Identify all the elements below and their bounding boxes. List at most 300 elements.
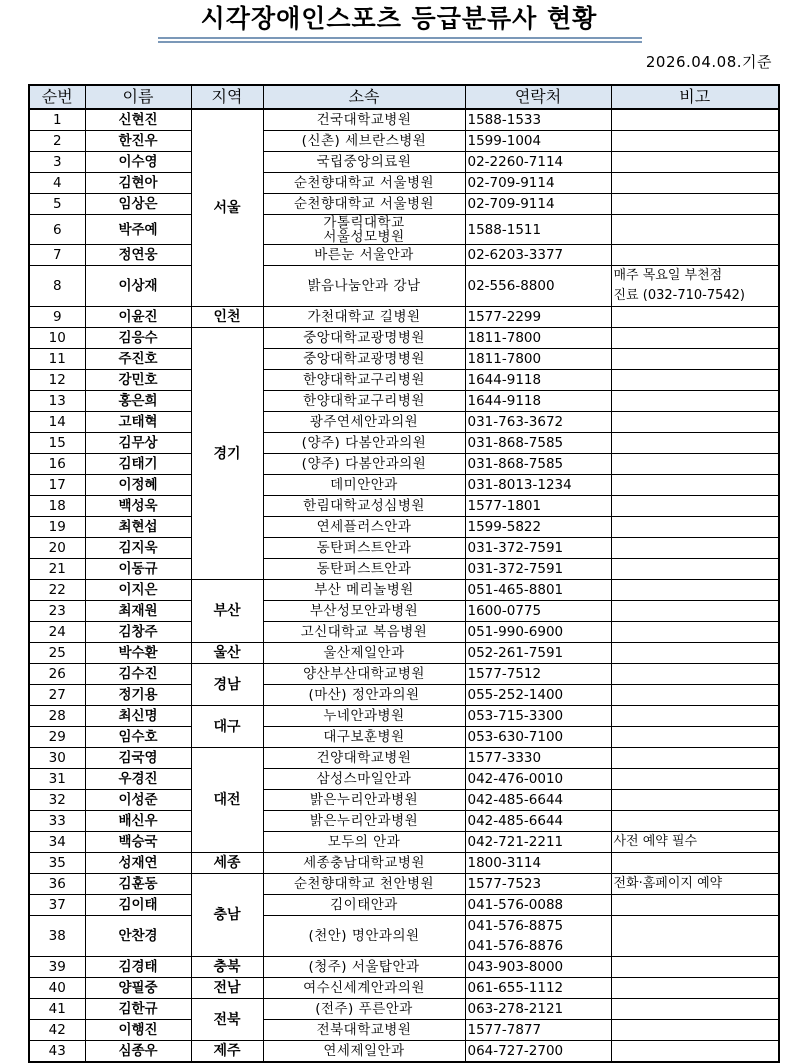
note-cell xyxy=(611,874,779,895)
table-row xyxy=(29,832,779,853)
person-name: 이윤진 xyxy=(85,307,191,328)
row-number: 7 xyxy=(29,245,85,266)
affiliation-cell xyxy=(263,874,465,895)
person-name: 이행진 xyxy=(85,1020,191,1041)
affiliation-cell xyxy=(263,978,465,999)
cell-line: 고신대학교 복음병원 xyxy=(300,624,428,640)
affiliation-cell xyxy=(263,475,465,496)
document-title: 시각장애인스포츠 등급분류사 현황 xyxy=(200,4,598,33)
contact-cell xyxy=(465,664,611,685)
row-number: 18 xyxy=(29,496,85,517)
person-name: 김훈동 xyxy=(85,874,191,895)
contact-cell xyxy=(465,853,611,874)
contact-cell xyxy=(465,173,611,194)
row-number: 17 xyxy=(29,475,85,496)
table-row xyxy=(29,748,779,769)
person-name: 김국영 xyxy=(85,748,191,769)
person-name: 임수호 xyxy=(85,727,191,748)
table-row xyxy=(29,215,779,245)
person-name: 김무상 xyxy=(85,433,191,454)
cell-line: 1588-1511 xyxy=(467,221,542,238)
note-cell xyxy=(611,769,779,790)
cell-line: 연세제일안과 xyxy=(323,1043,405,1059)
row-number: 42 xyxy=(29,1020,85,1041)
cell-line: 여수신세계안과의원 xyxy=(303,980,425,996)
row-number: 8 xyxy=(29,266,85,307)
region-cell: 제주 xyxy=(191,1041,263,1063)
row-number: 20 xyxy=(29,538,85,559)
contact-cell xyxy=(465,433,611,454)
table-row xyxy=(29,173,779,194)
note-cell xyxy=(611,853,779,874)
region-cell: 전남 xyxy=(191,978,263,999)
row-number: 3 xyxy=(29,152,85,173)
person-name: 김한규 xyxy=(85,999,191,1020)
contact-cell xyxy=(465,601,611,622)
contact-cell xyxy=(465,307,611,328)
affiliation-cell xyxy=(263,643,465,664)
person-name: 우경진 xyxy=(85,769,191,790)
table-row xyxy=(29,109,779,131)
note-cell xyxy=(611,391,779,412)
row-number: 38 xyxy=(29,916,85,957)
table-row xyxy=(29,916,779,957)
note-cell xyxy=(611,173,779,194)
table-row xyxy=(29,517,779,538)
cell-line: 1577-1801 xyxy=(467,498,542,514)
row-number: 39 xyxy=(29,957,85,978)
affiliation-cell xyxy=(263,370,465,391)
cell-line: (신촌) 세브란스병원 xyxy=(301,133,427,149)
table-row xyxy=(29,580,779,601)
contact-cell xyxy=(465,517,611,538)
title-underline-secondary xyxy=(158,41,642,43)
contact-cell xyxy=(465,622,611,643)
note-cell xyxy=(611,664,779,685)
affiliation-cell xyxy=(263,664,465,685)
person-name: 홍은희 xyxy=(85,391,191,412)
table-row xyxy=(29,895,779,916)
cell-line: 031-372-7591 xyxy=(467,561,564,577)
note-cell xyxy=(611,916,779,957)
region-cell: 대전 xyxy=(191,748,263,853)
row-number: 30 xyxy=(29,748,85,769)
cell-line: 1577-7512 xyxy=(467,666,542,682)
table-row xyxy=(29,370,779,391)
cell-line: 063-278-2121 xyxy=(467,1001,564,1017)
contact-cell xyxy=(465,1041,611,1063)
person-name: 신현진 xyxy=(85,109,191,131)
table-row xyxy=(29,1020,779,1041)
cell-line: 053-630-7100 xyxy=(467,729,564,745)
cell-line: 1599-1004 xyxy=(467,133,542,149)
affiliation-cell xyxy=(263,999,465,1020)
note-cell xyxy=(611,194,779,215)
row-number: 37 xyxy=(29,895,85,916)
cell-line: 전화·홈페이지 예약 xyxy=(613,876,723,891)
person-name: 강민호 xyxy=(85,370,191,391)
person-name: 백성욱 xyxy=(85,496,191,517)
row-number: 32 xyxy=(29,790,85,811)
cell-line: 전북대학교병원 xyxy=(316,1022,412,1038)
contact-cell xyxy=(465,1020,611,1041)
note-cell xyxy=(611,475,779,496)
table-row xyxy=(29,266,779,307)
region-cell: 전북 xyxy=(191,999,263,1041)
affiliation-cell xyxy=(263,245,465,266)
cell-line: 순천향대학교 천안병원 xyxy=(293,876,435,892)
table-row xyxy=(29,391,779,412)
cell-line: 매주 목요일 부천점 xyxy=(613,268,723,283)
affiliation-cell xyxy=(263,109,465,131)
person-name: 이정혜 xyxy=(85,475,191,496)
affiliation-cell xyxy=(263,811,465,832)
contact-cell xyxy=(465,999,611,1020)
cell-line: (양주) 다봄안과의원 xyxy=(301,435,427,451)
affiliation-cell xyxy=(263,538,465,559)
cell-line: (양주) 다봄안과의원 xyxy=(301,456,427,472)
row-number: 14 xyxy=(29,412,85,433)
note-cell xyxy=(611,245,779,266)
row-number: 11 xyxy=(29,349,85,370)
cell-line: 부산성모안과병원 xyxy=(309,603,419,619)
cell-line: 1800-3114 xyxy=(467,855,542,871)
row-number: 10 xyxy=(29,328,85,349)
affiliation-cell xyxy=(263,517,465,538)
contact-cell xyxy=(465,538,611,559)
cell-line: 울산제일안과 xyxy=(323,645,405,661)
affiliation-cell xyxy=(263,496,465,517)
note-cell xyxy=(611,109,779,131)
row-number: 24 xyxy=(29,622,85,643)
person-name: 이수영 xyxy=(85,152,191,173)
contact-cell xyxy=(465,215,611,245)
table-row xyxy=(29,496,779,517)
cell-line: 02-556-8800 xyxy=(467,278,555,294)
table-row xyxy=(29,706,779,727)
cell-line: 광주연세안과의원 xyxy=(309,414,419,430)
contact-cell xyxy=(465,391,611,412)
cell-line: 052-261-7591 xyxy=(467,645,564,661)
person-name: 김이태 xyxy=(85,895,191,916)
cell-line: 1577-7877 xyxy=(467,1022,542,1038)
classifier-table xyxy=(28,84,780,1063)
table-row xyxy=(29,433,779,454)
header-no: 순번 xyxy=(29,85,85,109)
table-row xyxy=(29,790,779,811)
note-cell xyxy=(611,349,779,370)
note-cell xyxy=(611,832,779,853)
affiliation-cell xyxy=(263,580,465,601)
note-cell xyxy=(611,999,779,1020)
cell-line: 1644-9118 xyxy=(467,393,542,409)
cell-line: 양산부산대학교병원 xyxy=(303,666,425,682)
title-underline xyxy=(158,37,642,39)
cell-line: 밝음나눔안과 강남 xyxy=(307,278,421,294)
note-cell xyxy=(611,1020,779,1041)
cell-line: 031-763-3672 xyxy=(467,414,564,430)
person-name: 배신우 xyxy=(85,811,191,832)
person-name: 정연웅 xyxy=(85,245,191,266)
cell-line: 042-721-2211 xyxy=(467,834,564,850)
person-name: 주진호 xyxy=(85,349,191,370)
person-name: 이동규 xyxy=(85,559,191,580)
cell-line: 031-868-7585 xyxy=(467,456,564,472)
table-row xyxy=(29,727,779,748)
cell-line: 동탄퍼스트안과 xyxy=(316,561,412,577)
person-name: 김현아 xyxy=(85,173,191,194)
cell-line: 053-715-3300 xyxy=(467,708,564,724)
note-cell xyxy=(611,307,779,328)
person-name: 이상재 xyxy=(85,266,191,307)
region-cell: 울산 xyxy=(191,643,263,664)
cell-line: 사전 예약 필수 xyxy=(613,834,698,849)
person-name: 김태기 xyxy=(85,454,191,475)
note-cell xyxy=(611,601,779,622)
table-row xyxy=(29,1041,779,1063)
table-row xyxy=(29,559,779,580)
cell-line: 서울성모병원 xyxy=(323,228,405,245)
cell-line: 순천향대학교 서울병원 xyxy=(293,175,435,191)
table-row xyxy=(29,999,779,1020)
note-cell xyxy=(611,748,779,769)
person-name: 안찬경 xyxy=(85,916,191,957)
contact-cell xyxy=(465,832,611,853)
affiliation-cell xyxy=(263,957,465,978)
cell-line: (천안) 명안과의원 xyxy=(308,928,420,944)
cell-line: 데미안안과 xyxy=(330,477,398,493)
affiliation-cell xyxy=(263,895,465,916)
affiliation-cell xyxy=(263,266,465,307)
row-number: 22 xyxy=(29,580,85,601)
affiliation-cell xyxy=(263,706,465,727)
affiliation-cell xyxy=(263,1041,465,1063)
cell-line: 051-465-8801 xyxy=(467,582,564,598)
contact-cell xyxy=(465,266,611,307)
contact-cell xyxy=(465,957,611,978)
table-row xyxy=(29,307,779,328)
person-name: 최재원 xyxy=(85,601,191,622)
note-cell xyxy=(611,957,779,978)
table-row xyxy=(29,811,779,832)
contact-cell xyxy=(465,685,611,706)
cell-line: 국립중앙의료원 xyxy=(316,154,412,170)
person-name: 김수진 xyxy=(85,664,191,685)
note-cell xyxy=(611,643,779,664)
note-cell xyxy=(611,1041,779,1063)
person-name: 한진우 xyxy=(85,131,191,152)
region-cell: 충남 xyxy=(191,874,263,957)
table-row xyxy=(29,152,779,173)
row-number: 27 xyxy=(29,685,85,706)
row-number: 41 xyxy=(29,999,85,1020)
affiliation-cell xyxy=(263,454,465,475)
contact-cell xyxy=(465,194,611,215)
contact-cell xyxy=(465,978,611,999)
cell-line: 건국대학교병원 xyxy=(316,112,412,128)
row-number: 23 xyxy=(29,601,85,622)
cell-line: 041-576-8876 xyxy=(467,938,564,954)
cell-line: 건양대학교병원 xyxy=(316,750,412,766)
row-number: 13 xyxy=(29,391,85,412)
header-region: 지역 xyxy=(191,85,263,109)
contact-cell xyxy=(465,370,611,391)
contact-cell xyxy=(465,454,611,475)
cell-line: 041-576-0088 xyxy=(467,897,564,913)
cell-line: 1588-1533 xyxy=(467,112,542,128)
cell-line: 1577-7523 xyxy=(467,876,542,892)
cell-line: 02-709-9114 xyxy=(467,196,555,212)
region-cell: 충북 xyxy=(191,957,263,978)
note-cell xyxy=(611,266,779,307)
cell-line: 042-485-6644 xyxy=(467,813,564,829)
header-contact: 연락처 xyxy=(465,85,611,109)
cell-line: 대구보훈병원 xyxy=(323,729,405,745)
row-number: 33 xyxy=(29,811,85,832)
cell-line: 1599-5822 xyxy=(467,519,542,535)
note-cell xyxy=(611,811,779,832)
row-number: 28 xyxy=(29,706,85,727)
cell-line: 1600-0775 xyxy=(467,603,542,619)
row-number: 21 xyxy=(29,559,85,580)
cell-line: (전주) 푸른안과 xyxy=(315,1001,413,1017)
cell-line: 042-476-0010 xyxy=(467,771,564,787)
person-name: 성재연 xyxy=(85,853,191,874)
region-cell: 세종 xyxy=(191,853,263,874)
person-name: 최신명 xyxy=(85,706,191,727)
person-name: 백승국 xyxy=(85,832,191,853)
note-cell xyxy=(611,412,779,433)
cell-line: 진료 (032-710-7542) xyxy=(613,288,745,303)
table-body xyxy=(29,109,779,1062)
row-number: 31 xyxy=(29,769,85,790)
cell-line: 042-485-6644 xyxy=(467,792,564,808)
row-number: 4 xyxy=(29,173,85,194)
note-cell xyxy=(611,496,779,517)
note-cell xyxy=(611,538,779,559)
affiliation-cell xyxy=(263,391,465,412)
note-cell xyxy=(611,895,779,916)
cell-line: 1811-7800 xyxy=(467,351,542,367)
region-cell: 경기 xyxy=(191,328,263,580)
table-row xyxy=(29,454,779,475)
note-cell xyxy=(611,580,779,601)
row-number: 29 xyxy=(29,727,85,748)
cell-line: 051-990-6900 xyxy=(467,624,564,640)
contact-cell xyxy=(465,475,611,496)
person-name: 임상은 xyxy=(85,194,191,215)
note-cell xyxy=(611,559,779,580)
cell-line: 한양대학교구리병원 xyxy=(303,372,425,388)
note-cell xyxy=(611,517,779,538)
person-name: 이지은 xyxy=(85,580,191,601)
note-cell xyxy=(611,215,779,245)
cell-line: 가천대학교 길병원 xyxy=(307,309,421,325)
contact-cell xyxy=(465,916,611,957)
affiliation-cell xyxy=(263,194,465,215)
note-cell xyxy=(611,454,779,475)
affiliation-cell xyxy=(263,307,465,328)
row-number: 36 xyxy=(29,874,85,895)
contact-cell xyxy=(465,727,611,748)
note-cell xyxy=(611,685,779,706)
person-name: 박주예 xyxy=(85,215,191,245)
contact-cell xyxy=(465,412,611,433)
cell-line: 김이태안과 xyxy=(330,897,398,913)
cell-line: 02-2260-7114 xyxy=(467,154,564,170)
cell-line: (마산) 정안과의원 xyxy=(308,687,420,703)
affiliation-cell xyxy=(263,622,465,643)
note-cell xyxy=(611,706,779,727)
affiliation-cell xyxy=(263,328,465,349)
contact-cell xyxy=(465,109,611,131)
affiliation-cell xyxy=(263,853,465,874)
person-name: 김지욱 xyxy=(85,538,191,559)
person-name: 김경태 xyxy=(85,957,191,978)
cell-line: 동탄퍼스트안과 xyxy=(316,540,412,556)
contact-cell xyxy=(465,131,611,152)
cell-line: 061-655-1112 xyxy=(467,980,564,996)
row-number: 15 xyxy=(29,433,85,454)
affiliation-cell xyxy=(263,1020,465,1041)
affiliation-cell xyxy=(263,832,465,853)
affiliation-cell xyxy=(263,152,465,173)
affiliation-cell xyxy=(263,215,465,245)
header-affiliation: 소속 xyxy=(263,85,465,109)
contact-cell xyxy=(465,790,611,811)
affiliation-cell xyxy=(263,601,465,622)
row-number: 25 xyxy=(29,643,85,664)
table-header-row xyxy=(29,85,779,109)
row-number: 2 xyxy=(29,131,85,152)
header-note: 비고 xyxy=(611,85,779,109)
cell-line: 밝은누리안과병원 xyxy=(309,792,419,808)
affiliation-cell xyxy=(263,769,465,790)
cell-line: 바른눈 서울안과 xyxy=(314,247,414,263)
contact-cell xyxy=(465,643,611,664)
row-number: 9 xyxy=(29,307,85,328)
person-name: 양필중 xyxy=(85,978,191,999)
cell-line: 한양대학교구리병원 xyxy=(303,393,425,409)
table-row xyxy=(29,131,779,152)
note-cell xyxy=(611,370,779,391)
table-row xyxy=(29,245,779,266)
table-row xyxy=(29,664,779,685)
row-number: 40 xyxy=(29,978,85,999)
cell-line: 중앙대학교광명병원 xyxy=(303,330,425,346)
note-cell xyxy=(611,727,779,748)
cell-line: 1811-7800 xyxy=(467,330,542,346)
cell-line: 밝은누리안과병원 xyxy=(309,813,419,829)
contact-cell xyxy=(465,245,611,266)
affiliation-cell xyxy=(263,433,465,454)
contact-cell xyxy=(465,328,611,349)
row-number: 1 xyxy=(29,109,85,131)
affiliation-cell xyxy=(263,349,465,370)
contact-cell xyxy=(465,496,611,517)
header-name: 이름 xyxy=(85,85,191,109)
table-row xyxy=(29,412,779,433)
row-number: 5 xyxy=(29,194,85,215)
person-name: 이성준 xyxy=(85,790,191,811)
cell-line: 연세플러스안과 xyxy=(316,519,412,535)
cell-line: 1577-2299 xyxy=(467,309,542,325)
cell-line: 세종충남대학교병원 xyxy=(303,855,425,871)
person-name: 박수환 xyxy=(85,643,191,664)
table-row xyxy=(29,194,779,215)
affiliation-cell xyxy=(263,727,465,748)
row-number: 43 xyxy=(29,1041,85,1063)
